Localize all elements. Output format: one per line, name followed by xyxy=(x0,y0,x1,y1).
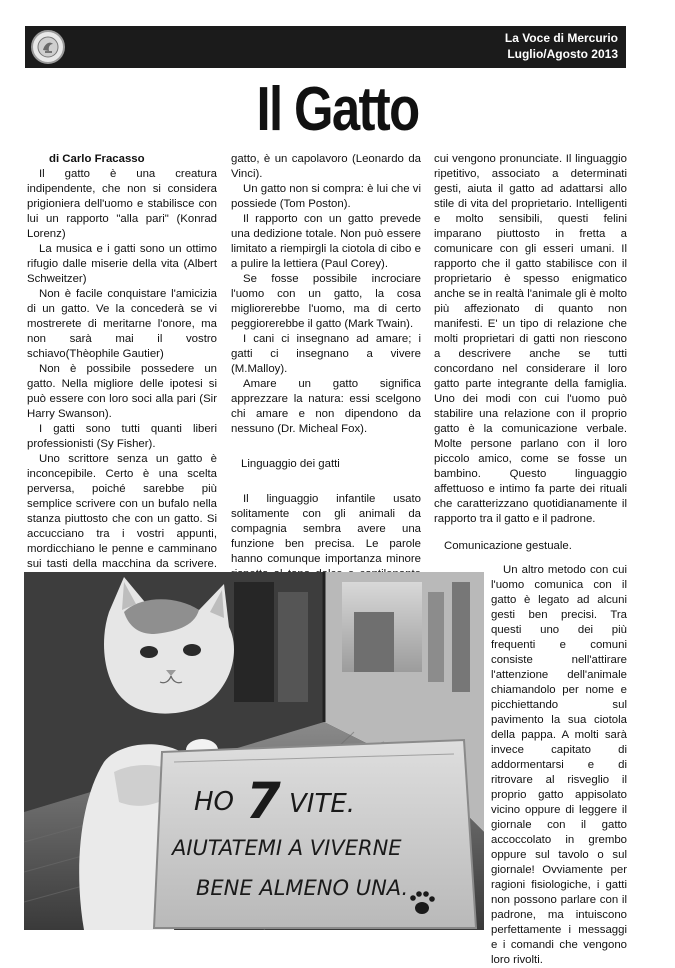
cat-photo xyxy=(24,572,484,930)
paragraph: Amare un gatto significa apprezzare la natura: essi scelgono chi amare e non dipendono da nessuno (Dr. Micheal Fox). xyxy=(231,378,421,435)
paragraph: I cani ci insegnano ad amare; i gatti ci insegnano a vivere (M.Malloy). xyxy=(231,333,421,375)
paragraph: Non è facile conquistare l'amicizia di un gatto. Ve la concederà se vi mostrerete di meritarne l'onore, ma non sarà mai il vostro schiavo(Thèophile Gautier) xyxy=(27,288,217,360)
sign-text-vite: VITE. xyxy=(289,789,356,819)
paragraph: cui vengono pronunciate. Il linguaggio ripetitivo, associato a determinati gesti, aiuta il gatto ad adattarsi allo stile di vita del proprietario. Intelligenti e molto sensibili, questi felini imparano piuttosto in fretta a comunicare con gli esseri umani. Il rapporto che il gatto stabilisce con il proprietario è spesso enigmatico anche se in realtà l'animale gli è molto più affezionato di quanto non manifesti. E' un tipo di relazione che molti proprietari di gatti non riescono a descrivere anche se tutti concordano nel considerare il loro gatto parte integrante della famiglia. Uno dei modi con cui l'uomo può stabilire una relazione con il proprio gatto è la comunicazione verbale. Molte persone parlano con il loro piccolo amico, come se fosse un bambino. Questo linguaggio affettuoso e intimo fa parte dei rituali che caratterizzano quotidianamente il rapporto tra il gatto e il padrone. xyxy=(434,153,627,525)
paragraph: Non è possibile possedere un gatto. Nella migliore delle ipotesi si può essere con loro soci alla pari (Sir Harry Swanson). xyxy=(27,363,217,420)
section-heading-linguaggio: Linguaggio dei gatti xyxy=(241,458,340,470)
mercury-logo-icon xyxy=(31,30,65,64)
section-heading-comunicazione: Comunicazione gestuale. xyxy=(444,540,572,552)
column-1 xyxy=(27,152,217,602)
paragraph: Il rapporto con un gatto prevede una dedizione totale. Non può essere limitato a riempirgli la ciotola di cibo e a pulire la lettiera (Paul Corey). xyxy=(231,213,421,270)
paragraph: Un gatto non si compra: è lui che vi possiede (Tom Poston). xyxy=(231,183,421,210)
paragraph: Se fosse possibile incrociare l'uomo con un gatto, la cosa migliorerebbe l'uomo, ma di certo peggiorerebbe il gatto (Mark Twain). xyxy=(231,273,421,330)
publication-info xyxy=(505,30,618,62)
issue-date: Luglio/Agosto 2013 xyxy=(507,47,618,61)
sign-text-line3: BENE ALMENO UNA. xyxy=(196,876,409,900)
column-2 xyxy=(231,152,421,597)
paragraph: Il linguaggio infantile usato solitamente con gli animali da compagnia sembra avere una funzione ben precisa. Le parole hanno comunque importanza minore xyxy=(231,493,421,565)
paragraph: gatto, è un capolavoro (Leonardo da Vinci). xyxy=(231,153,421,180)
sign-text-ho: HO xyxy=(194,787,235,817)
publication-name: La Voce di Mercurio xyxy=(504,31,618,45)
paragraph: Un altro metodo con cui l'uomo comunica con il gatto è legato ad alcuni gesti ben precisi. Tra questi uno dei più frequenti e comuni consiste nell'attirare l'attenzione dell'animale chiamandolo per nome e picchiettando sul pavimento la sua ciotola della pappa. A molti sarà invece capitato di addormentarsi e di ritrovare al risveglio il proprio gatto appisolato vicino oppure di leggere il giornale con il gatto accoccolato in grembo oppure sul tavolo o sul giornale! Ovviamente per ragioni fisiologiche, i gatti non possono parlare con il padrone, ma intuiscono perfettamente i messaggi e i comandi che vengono loro rivolti. xyxy=(491,564,627,966)
column-4 xyxy=(491,563,627,968)
article-title: Il Gatto xyxy=(256,75,419,144)
author-byline: di Carlo Fracasso xyxy=(49,153,145,165)
sign-number-seven: 7 xyxy=(246,772,281,830)
paragraph: Uno scrittore senza un gatto è inconcepibile. Certo è una scelta perversa, poiché sarebbe più semplice scrivere con un bufalo nella stanza piuttosto che con un gatto. Si accucciano tra i vostri appunti, mordicchiano le penne e camminano sui tasti della macchina da scrivere. xyxy=(27,453,217,570)
column-3 xyxy=(434,152,627,554)
sign-text-line2: AIUTATEMI A VIVERNE xyxy=(172,836,402,860)
paragraph: La musica e i gatti sono un ottimo rifugio dalle miserie della vita (Albert Schweitzer) xyxy=(27,243,217,285)
paragraph: Il gatto è una creatura indipendente, che non si considera prigioniera dell'uomo e stabilisce con lui un rapporto "alla pari" (Konrad Lorenz) xyxy=(27,168,217,240)
page-header xyxy=(25,26,626,68)
paragraph: I gatti sono tutti quanti liberi professionisti (Sy Fisher). xyxy=(27,423,217,450)
